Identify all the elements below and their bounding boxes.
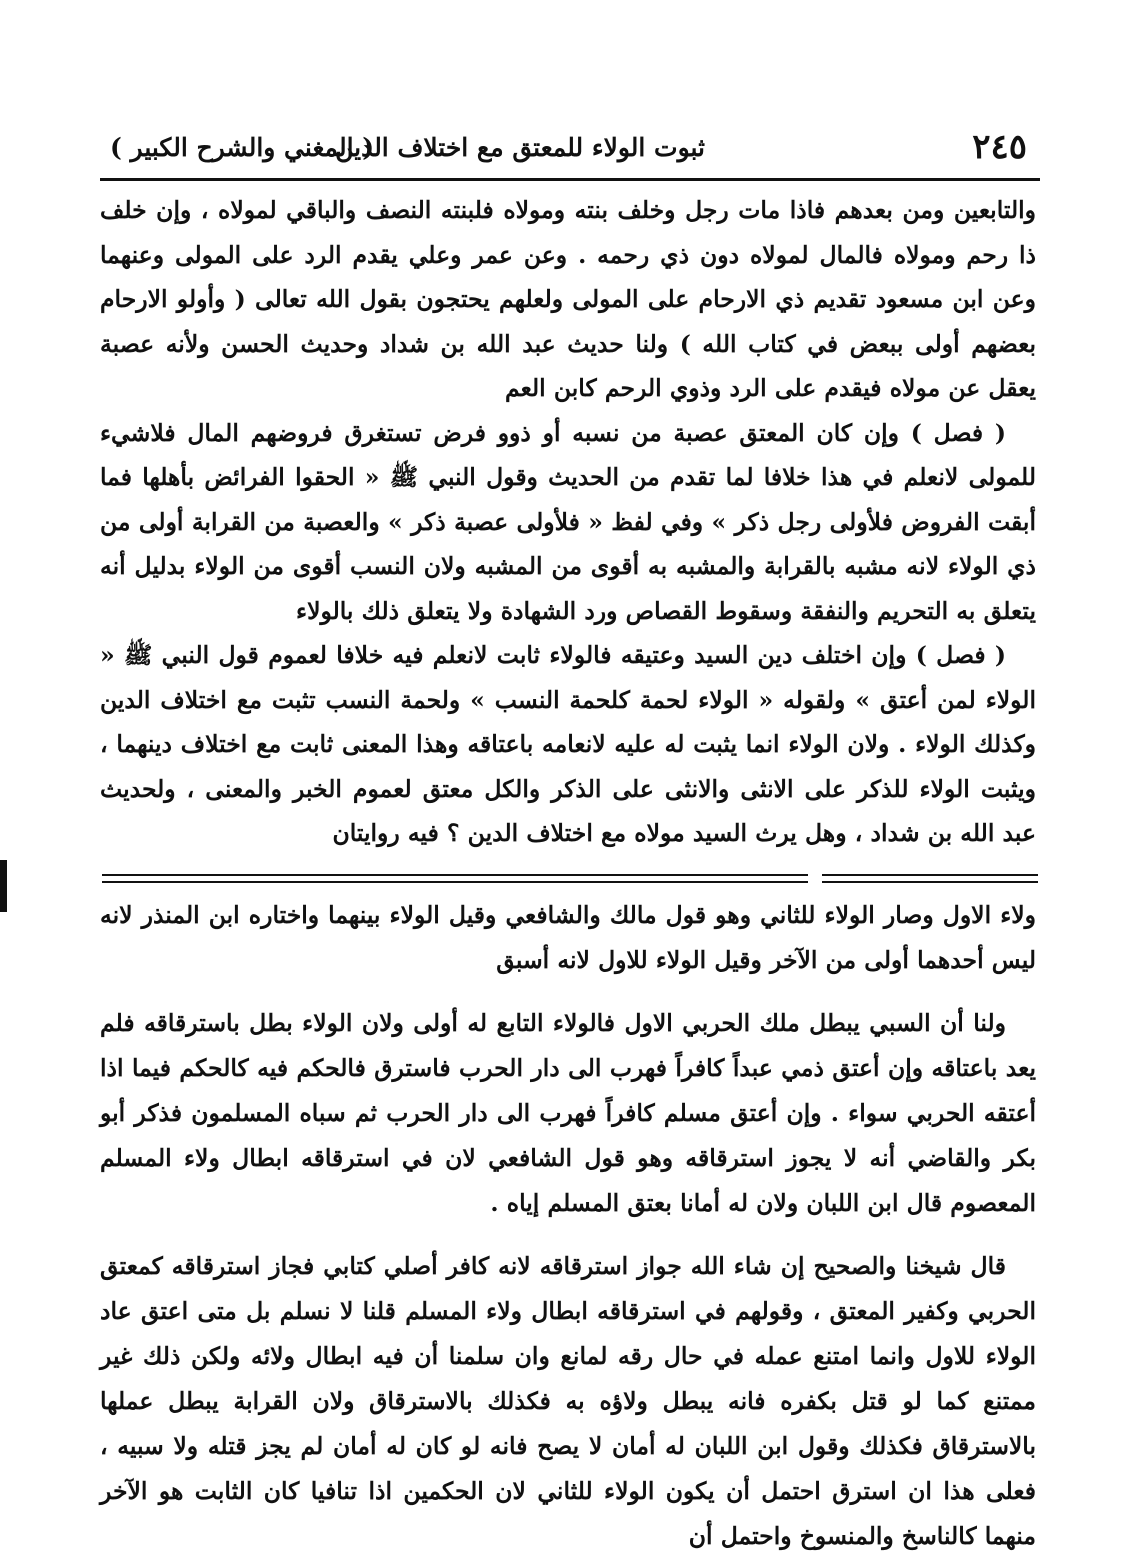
commentary-paragraph-2: ولنا أن السبي يبطل ملك الحربي الاول فالولاء التابع له أولى ولان الولاء بطل باسترقاقه فلم يعد باعتاقه وإن أعتق ذمي عبداً كافراً فهرب الى دار الحرب فاسترق فالحكم فيه كالحكم فيما اذا أعتقه الحربي سواء . وإن أعتق مسلم كافراً فهرب الى دار الحرب ثم سباه المسلمون فذكر أبو بكر والقاضي أنه لا يجوز استرقاقه وهو قول الشافعي لان في استرقاقه ابطال ولاء المسلم المعصوم قال ابن اللبان ولان له أمانا بعتق المسلم إياه .	[100, 1009, 1036, 1217]
page-number: ٢٤٥	[972, 127, 1027, 167]
commentary-paragraph-3: قال شيخنا والصحيح إن شاء الله جواز استرقاقه لانه كافر أصلي كتابي فجاز استرقاقه كمعتق الحربي وكفير المعتق ، وقولهم في استرقاقه ابطال ولاء المسلم قلنا لا نسلم بل متى اعتق عاد الولاء للاول وانما امتنع عمله في حال رقه لمانع وان سلمنا أن فيه ابطال ولائه ولكن ذلك غير ممتنع كما لو قتل بكفره فانه يبطل ولاؤه به فكذلك بالاسترقاق ولان القرابة يبطل عملها بالاسترقاق فكذلك وقول ابن اللبان له أمان لا يصح فانه لو كان له أمان لم يجز قتله ولا سبيه ، فعلى هذا ان استرق احتمل أن يكون الولاء للثاني لان الحكمين اذا تنافيا كان الثابت هو الآخر منهما كالناسخ والمنسوخ واحتمل أن	[100, 1252, 1036, 1550]
book-title: ( المغني والشرح الكبير )	[110, 133, 375, 162]
commentary-paragraph-1: ولاء الاول وصار الولاء للثاني وهو قول مالك والشافعي وقيل الولاء بينهما واختاره ابن المنذر لانه ليس أحدهما أولى من الآخر وقيل الولاء للاول لانه أسبق	[100, 901, 1036, 974]
section-divider-top	[102, 874, 1038, 876]
main-paragraph-fasl-2: ( فصل ) وإن اختلف دين السيد وعتيقه فالولاء ثابت لانعلم فيه خلافا لعموم قول النبي ﷺ « الولاء لمن أعتق » ولقوله « الولاء لحمة كلحمة النسب » ولحمة النسب تثبت مع اختلاف الدين وكذلك الولاء . ولان الولاء انما يثبت له عليه لانعامه باعتاقه وهذا المعنى ثابت مع اختلاف دينهما ، ويثبت الولاء للذكر على الانثى والانثى على الذكر والكل معتق لعموم الخبر والمعنى ، ولحديث عبد الله بن شداد ، وهل يرث السيد مولاه مع اختلاف الدين ؟ فيه روايتان	[100, 641, 1036, 847]
main-paragraph-fasl-1: ( فصل ) وإن كان المعتق عصبة من نسبه أو ذوو فرض تستغرق فروضهم المال فلاشيء للمولى لانعلم في هذا خلافا لما تقدم من الحديث وقول النبي ﷺ « الحقوا الفرائض بأهلها فما أبقت الفروض فلأولى رجل ذكر » وفي لفظ « فلأولى عصبة ذكر » والعصبة من القرابة أولى من ذي الولاء لانه مشبه بالقرابة والمشبه به أقوى من المشبه ولان النسب أقوى من الولاء بدليل أنه يتعلق به التحريم والنفقة وسقوط القصاص ورد الشهادة ولا يتعلق ذلك بالولاء	[100, 418, 1036, 625]
section-title: ثبوت الولاء للمعتق مع اختلاف الدين	[335, 133, 705, 162]
page-header	[100, 115, 1035, 175]
divider-gap	[808, 870, 822, 886]
header-rule	[100, 178, 1040, 181]
main-paragraph-1: والتابعين ومن بعدهم فاذا مات رجل وخلف بنته ومولاه فلبنته النصف والباقي لمولاه ، وإن خلف ذا رحم ومولاه فالمال لمولاه دون ذي رحمه . وعن عمر وعلي يقدم الرد على المولى وعنهما وعن ابن مسعود تقديم ذي الارحام على المولى ولعلهم يحتجون بقول الله تعالى ( وأولو الارحام بعضهم أولى ببعض في كتاب الله ) ولنا حديث عبد الله بن شداد وحديث الحسن ولأنه عصبة يعقل عن مولاه فيقدم على الرد وذوي الرحم كابن العم	[100, 196, 1036, 402]
section-divider-bottom	[102, 881, 1038, 883]
scan-edge-mark	[0, 860, 7, 912]
main-text	[100, 188, 1036, 856]
commentary-text	[100, 893, 1036, 1559]
